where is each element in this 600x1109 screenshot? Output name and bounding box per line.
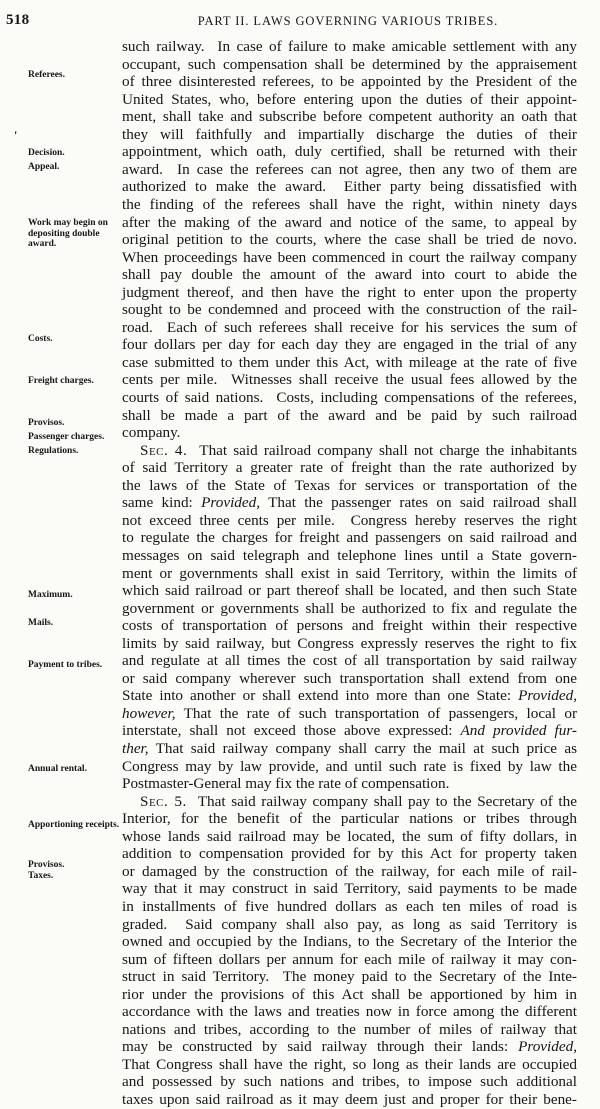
- text-line: [122, 91, 577, 109]
- text-segment: may be constructed by said railway through their lands:: [122, 1038, 519, 1056]
- text-segment: and regulate at all times the cost of all transportation by said railway: [122, 652, 577, 670]
- text-segment: limits by said railway, but Congress expressly reserves the right to fix: [122, 634, 577, 652]
- text-segment: award. In case the referees can not agree, then any two of them are: [122, 160, 577, 178]
- text-line: [122, 512, 577, 530]
- text-segment: the laws of the State of Texas for services or transportation of the: [122, 476, 577, 494]
- text-segment: sought to be condemned and proceed with the construction of the rail-: [122, 301, 577, 319]
- text-segment: whose lands said railroad may be located, the sum of fifty dollars, in: [122, 827, 577, 845]
- text-line: [122, 301, 577, 319]
- text-line: [122, 863, 577, 881]
- text-line: [122, 951, 577, 969]
- text-line: [122, 143, 577, 161]
- text-segment: occupant, such compensation shall be determined by the appraisement: [122, 55, 577, 73]
- text-segment: appointment, which oath, duly certified, shall be returned with their: [122, 143, 577, 161]
- margin-note-provisos: Provisos.: [28, 418, 65, 428]
- text-line: [122, 336, 577, 354]
- text-line: [122, 828, 577, 846]
- margin-note-annual-rental: Annual rental.: [28, 764, 87, 774]
- text-line: [122, 565, 577, 583]
- margin-note-payment-to-tribes: Payment to tribes.: [28, 660, 103, 670]
- text-line: [122, 986, 577, 1004]
- text-line: [122, 968, 577, 986]
- text-line: [122, 178, 577, 196]
- text-segment: such railway. In case of failure to make amicable settlement with any: [122, 38, 577, 55]
- text-segment: and possessed by such nations and tribes, to impose such additional: [122, 1073, 577, 1091]
- text-line: [122, 214, 577, 232]
- text-segment: messages on said telegraph and telephone lines until a State govern-: [122, 546, 577, 564]
- text-line: [122, 249, 577, 267]
- margin-notes: [0, 0, 120, 931]
- text-line: [122, 687, 577, 705]
- text-line: [122, 600, 577, 618]
- text-segment: road. Each of such referees shall receive for his services the sum of: [122, 318, 577, 336]
- text-line: [122, 56, 577, 74]
- text-segment: That the passenger rates on said railroad shall: [260, 494, 577, 512]
- text-line: [122, 1091, 577, 1109]
- text-line: [122, 108, 577, 126]
- text-segment: Postmaster-General may fix the rate of compensation.: [122, 775, 450, 793]
- text-segment: That said railway company shall pay to the Secretary of the: [186, 792, 577, 810]
- text-line: [122, 810, 577, 828]
- text-line: [122, 705, 577, 723]
- section-heading: Sec. 4.: [140, 441, 188, 459]
- italic-phrase: ther,: [122, 740, 149, 757]
- text-line: [122, 459, 577, 477]
- italic-phrase: Provided,: [518, 1038, 577, 1056]
- text-line: [122, 284, 577, 302]
- text-segment: original petition to the courts, where the case shall be tried de novo.: [122, 231, 577, 249]
- text-line: [122, 38, 577, 56]
- running-head: PART II. LAWS GOVERNING VARIOUS TRIBES.: [197, 14, 499, 28]
- text-line: [122, 1003, 577, 1021]
- text-segment: That said railroad company shall not charge the inhabitants: [187, 441, 577, 459]
- text-segment: in installments of five hundred dollars as each ten miles of road is: [122, 897, 577, 915]
- text-line: [122, 161, 577, 179]
- text-line: [122, 547, 577, 565]
- text-line: [122, 670, 577, 688]
- text-line: [122, 775, 577, 793]
- text-line: [122, 73, 577, 91]
- italic-phrase: however,: [122, 704, 176, 722]
- margin-mark: ': [14, 128, 18, 142]
- text-segment: cents per mile. Witnesses shall receive the usual fees allowed by the: [122, 371, 577, 389]
- text-segment: which said railroad or part thereof shall be located, and then such State: [122, 582, 577, 600]
- text-line: [122, 354, 577, 372]
- text-segment: taxes upon said railroad as it may deem just and proper for their bene-: [122, 1091, 577, 1108]
- section-heading: Sec. 5.: [140, 792, 187, 810]
- text-segment: sum of fifteen dollars per annum for each mile of railway it may con-: [122, 950, 577, 968]
- text-line: [122, 582, 577, 600]
- margin-note-referees: Referees.: [28, 70, 66, 80]
- text-line: [122, 529, 577, 547]
- text-line: [122, 442, 577, 460]
- text-segment: four dollars per day for each day they are engaged in the trial of any: [122, 336, 577, 354]
- text-line: [122, 1038, 577, 1056]
- text-segment: way that it may construct in said Territory, said payments to be made: [122, 880, 577, 898]
- text-segment: same kind:: [122, 494, 202, 512]
- text-line: [122, 319, 577, 337]
- text-segment: they will faithfully and impartially discharge the duties of their: [122, 125, 577, 143]
- text-segment: courts of said nations. Costs, including compensations of the referees,: [122, 389, 577, 406]
- margin-note-regulations: Regulations.: [28, 446, 79, 456]
- text-line: [122, 740, 577, 758]
- text-segment: company.: [122, 424, 181, 442]
- text-segment: That Congress shall have the right, so long as their lands are occupied: [122, 1055, 577, 1073]
- text-segment: That the rate of such transportation of passengers, local or: [175, 704, 577, 722]
- text-segment: Congress may by law provide, and until such rate is fixed by law the: [122, 757, 577, 775]
- text-segment: case submitted to them under this Act, with mileage at the rate of five: [122, 353, 577, 371]
- text-segment: shall be made a part of the award and be paid by such railroad: [122, 406, 577, 424]
- text-line: [122, 1021, 577, 1039]
- margin-note-costs: Costs.: [28, 334, 53, 344]
- text-line: [122, 758, 577, 776]
- text-line: [122, 652, 577, 670]
- text-line: [122, 477, 577, 495]
- text-line: [122, 898, 577, 916]
- margin-note-apportioning-receipts: Apportioning receipts.: [28, 820, 120, 830]
- text-line: [122, 407, 577, 425]
- italic-phrase: Provided,: [201, 494, 261, 512]
- text-segment: of said Territory a greater rate of freight than the rate authorized by: [122, 459, 577, 477]
- text-line: [122, 793, 577, 811]
- text-line: [122, 126, 577, 144]
- text-line: [122, 845, 577, 863]
- text-segment: When proceedings have been commenced in court the railway company: [122, 248, 577, 266]
- margin-note-work-may-begin: Work may begin on depositing double award.: [28, 218, 108, 249]
- text-segment: of three disinterested referees, to be appointed by the President of the: [122, 73, 577, 91]
- text-segment: or said company wherever such transportation shall extend from one: [122, 669, 577, 687]
- text-segment: interstate, shall not exceed those above expressed:: [122, 722, 461, 740]
- margin-note-provisos-taxes: Provisos. Taxes.: [28, 860, 65, 881]
- text-segment: addition to compensation provided for by this Act for property taken: [122, 845, 577, 863]
- text-segment: ment, shall take and subscribe before competent authority an oath that: [122, 108, 577, 126]
- italic-phrase: And provided fur-: [460, 722, 577, 740]
- text-segment: rior under the provisions of this Act shall be apportioned by him in: [122, 985, 577, 1003]
- page-number: 518: [6, 12, 30, 28]
- text-segment: Interior, for the benefit of the particular nations or tribes through: [122, 810, 577, 828]
- text-line: [122, 231, 577, 249]
- text-segment: judgment thereof, and then have the right to enter upon the property: [122, 283, 577, 301]
- text-segment: to regulate the charges for freight and passengers on said railroad and: [122, 529, 577, 547]
- text-line: [122, 371, 577, 389]
- text-segment: not exceed three cents per mile. Congress hereby reserves the right: [122, 511, 577, 529]
- text-line: [122, 722, 577, 740]
- margin-note-passenger-charges: Passenger charges.: [28, 432, 105, 442]
- text-segment: or damaged by the construction of the railway, for each mile of rail-: [122, 862, 577, 880]
- text-line: [122, 389, 577, 407]
- text-line: [122, 880, 577, 898]
- italic-phrase: Provided,: [518, 687, 577, 705]
- text-segment: State into another or shall extend into more than one State:: [122, 687, 519, 705]
- text-segment: ment or governments shall exist in said Territory, within the limits of: [122, 564, 577, 582]
- margin-note-appeal: Appeal.: [28, 162, 60, 172]
- margin-note-decision: Decision.: [28, 148, 65, 158]
- text-segment: nations and tribes, according to the number of miles of railway that: [122, 1020, 577, 1038]
- text-line: [122, 266, 577, 284]
- margin-note-freight-charges: Freight charges.: [28, 376, 94, 386]
- text-segment: after the making of the award and notice of the same, to appeal by: [122, 213, 577, 231]
- margin-note-maximum: Maximum.: [28, 590, 73, 600]
- text-line: [122, 494, 577, 512]
- text-line: [122, 617, 577, 635]
- statute-text: [122, 38, 577, 1108]
- text-segment: graded. Said company shall also pay, as long as said Territory is: [122, 915, 577, 933]
- text-segment: authorized to make the award. Either party being dissatisfied with: [122, 178, 577, 196]
- text-line: [122, 1056, 577, 1074]
- text-segment: United States, who, before entering upon the duties of their appoint-: [122, 90, 577, 108]
- text-segment: costs of transportation of persons and freight within their respective: [122, 617, 577, 635]
- text-segment: shall pay double the amount of the award into court to abide the: [122, 266, 577, 284]
- text-line: [122, 1073, 577, 1091]
- text-line: [122, 635, 577, 653]
- text-segment: owned and occupied by the Indians, to the Secretary of the Interior the: [122, 933, 577, 951]
- text-line: [122, 933, 577, 951]
- text-line: [122, 424, 577, 442]
- text-segment: That said railway company shall carry the mail at such price as: [148, 740, 577, 757]
- text-segment: government or governments shall be authorized to fix and regulate the: [122, 599, 577, 617]
- text-segment: accordance with the laws and treaties now in force among the different: [122, 1003, 577, 1021]
- text-segment: the finding of the referees shall have the right, within ninety days: [122, 195, 577, 213]
- text-line: [122, 196, 577, 214]
- text-segment: struct in said Territory. The money paid to the Secretary of the Inte-: [122, 968, 577, 986]
- margin-note-mails: Mails.: [28, 618, 54, 628]
